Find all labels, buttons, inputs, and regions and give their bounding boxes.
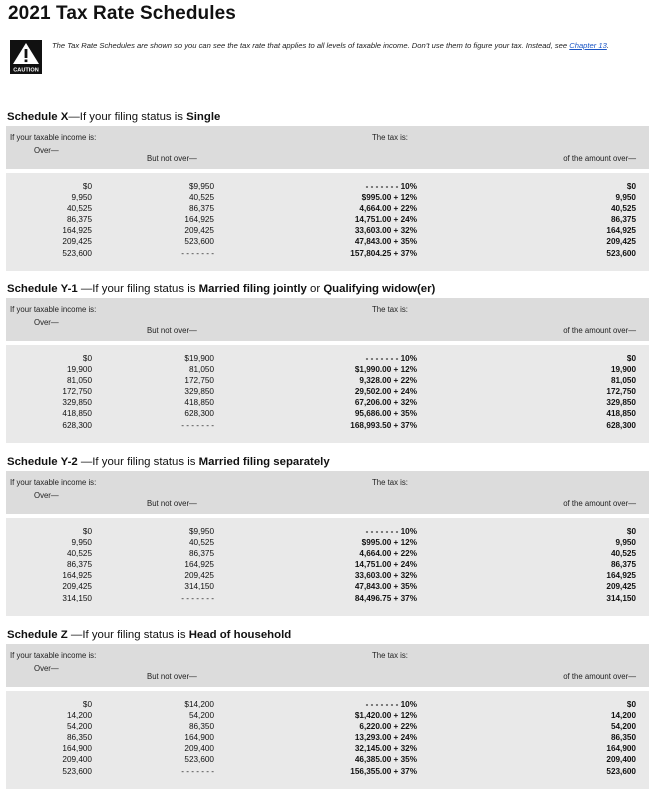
- cell-amount-over: 40,525: [610, 549, 636, 559]
- column-over: [26, 526, 92, 604]
- column-but-not-over: [151, 353, 214, 431]
- cell-over: $0: [82, 527, 92, 536]
- cell-but-not-over: 418,850: [184, 398, 214, 408]
- cell-amount-over: 86,350: [610, 733, 636, 743]
- column-but-not-over: [151, 526, 214, 604]
- column-tax: [324, 699, 417, 777]
- header-tax-is: The tax is:: [372, 478, 408, 487]
- schedule-body: [6, 691, 649, 789]
- cell-tax: - - - - - - - 10%: [365, 700, 417, 709]
- cell-amount-over: 40,525: [610, 204, 636, 214]
- cell-but-not-over: 628,300: [184, 409, 214, 419]
- cell-amount-over: 523,600: [606, 766, 636, 776]
- column-over: [26, 699, 92, 777]
- cell-over: 209,425: [62, 237, 92, 247]
- header-tax-is: The tax is:: [372, 651, 408, 660]
- cell-but-not-over: $9,950: [188, 182, 214, 191]
- cell-tax: 67,206.00 + 32%: [354, 398, 417, 408]
- schedule-body: [6, 345, 649, 443]
- schedule-header: [6, 644, 649, 687]
- cell-over: 81,050: [66, 376, 92, 386]
- cell-but-not-over: 40,525: [188, 538, 214, 548]
- cell-over: 9,950: [71, 538, 92, 548]
- caution-period: .: [606, 41, 609, 50]
- cell-amount-over: 209,425: [606, 582, 636, 592]
- cell-over: 418,850: [62, 409, 92, 419]
- cell-tax: 168,993.50 + 37%: [350, 420, 417, 430]
- cell-amount-over: 172,750: [606, 387, 636, 397]
- schedule-y1: [6, 280, 649, 443]
- cell-amount-over: 19,900: [610, 365, 636, 375]
- cell-but-not-over: $19,900: [184, 354, 214, 363]
- cell-amount-over: 9,950: [615, 193, 636, 203]
- column-over: [26, 181, 92, 259]
- cell-tax: 84,496.75 + 37%: [354, 593, 417, 603]
- header-over: Over—: [34, 664, 59, 673]
- header-if-income: If your taxable income is:: [10, 305, 97, 314]
- cell-but-not-over: 172,750: [184, 376, 214, 386]
- cell-but-not-over: - - - - - - -: [181, 248, 214, 258]
- page-title: 2021 Tax Rate Schedules: [8, 3, 236, 24]
- cell-but-not-over: $14,200: [184, 700, 214, 709]
- column-amount-over: [566, 181, 636, 259]
- cell-tax: 29,502.00 + 24%: [354, 387, 417, 397]
- header-over: Over—: [34, 318, 59, 327]
- cell-but-not-over: 164,925: [184, 215, 214, 225]
- schedule-z: [6, 626, 649, 789]
- schedule-header: [6, 298, 649, 341]
- schedule-y2: [6, 453, 649, 616]
- header-tax-is: The tax is:: [372, 133, 408, 142]
- schedule-body: [6, 518, 649, 616]
- cell-tax: 47,843.00 + 35%: [354, 237, 417, 247]
- cell-tax: 4,664.00 + 22%: [359, 204, 417, 214]
- cell-but-not-over: 164,900: [184, 733, 214, 743]
- column-but-not-over: [151, 699, 214, 777]
- cell-tax: $1,990.00 + 12%: [354, 365, 417, 375]
- cell-but-not-over: 81,050: [188, 365, 214, 375]
- cell-over: 523,600: [62, 766, 92, 776]
- cell-but-not-over: 164,925: [184, 560, 214, 570]
- header-amount-over: of the amount over—: [563, 326, 636, 335]
- cell-tax: - - - - - - - 10%: [365, 354, 417, 363]
- cell-but-not-over: - - - - - - -: [181, 420, 214, 430]
- cell-over: 19,900: [66, 365, 92, 375]
- caution-label: CAUTION: [13, 67, 39, 74]
- cell-tax: $995.00 + 12%: [361, 538, 417, 548]
- cell-but-not-over: 86,375: [188, 204, 214, 214]
- schedule-body: [6, 173, 649, 271]
- cell-tax: 46,385.00 + 35%: [354, 755, 417, 765]
- cell-amount-over: 14,200: [610, 711, 636, 721]
- column-amount-over: [566, 526, 636, 604]
- cell-but-not-over: - - - - - - -: [181, 766, 214, 776]
- cell-amount-over: 329,850: [606, 398, 636, 408]
- cell-over: 164,900: [62, 744, 92, 754]
- cell-over: 40,525: [66, 204, 92, 214]
- cell-tax: $1,420.00 + 12%: [354, 711, 417, 721]
- cell-over: 54,200: [66, 722, 92, 732]
- chapter-13-link[interactable]: Chapter 13: [569, 41, 607, 50]
- schedule-title: Schedule Y-2 —If your filing status is Married filing separately: [7, 456, 330, 468]
- cell-amount-over: 209,425: [606, 237, 636, 247]
- cell-tax: 157,804.25 + 37%: [350, 248, 417, 258]
- schedule-x: [6, 108, 649, 271]
- cell-over: 329,850: [62, 398, 92, 408]
- header-if-income: If your taxable income is:: [10, 133, 97, 142]
- cell-amount-over: 523,600: [606, 248, 636, 258]
- cell-tax: 14,751.00 + 24%: [354, 215, 417, 225]
- cell-tax: - - - - - - - 10%: [365, 182, 417, 191]
- cell-tax: $995.00 + 12%: [361, 193, 417, 203]
- header-amount-over: of the amount over—: [563, 154, 636, 163]
- cell-amount-over: $0: [626, 700, 636, 709]
- header-if-income: If your taxable income is:: [10, 478, 97, 487]
- cell-tax: 13,293.00 + 24%: [354, 733, 417, 743]
- cell-amount-over: 86,375: [610, 215, 636, 225]
- column-tax: [324, 526, 417, 604]
- cell-over: 209,400: [62, 755, 92, 765]
- column-tax: [324, 181, 417, 259]
- cell-amount-over: $0: [626, 527, 636, 536]
- schedule-title: Schedule X—If your filing status is Single: [7, 111, 221, 123]
- cell-over: 86,350: [66, 733, 92, 743]
- cell-but-not-over: 314,150: [184, 582, 214, 592]
- cell-over: 314,150: [62, 593, 92, 603]
- header-over: Over—: [34, 146, 59, 155]
- cell-over: 14,200: [66, 711, 92, 721]
- cell-amount-over: 9,950: [615, 538, 636, 548]
- cell-over: $0: [82, 354, 92, 363]
- cell-amount-over: 54,200: [610, 722, 636, 732]
- cell-but-not-over: 209,425: [184, 571, 214, 581]
- cell-but-not-over: 329,850: [184, 387, 214, 397]
- cell-tax: 6,220.00 + 22%: [359, 722, 417, 732]
- header-but-not-over: But not over—: [147, 499, 197, 508]
- cell-but-not-over: 40,525: [188, 193, 214, 203]
- cell-tax: 95,686.00 + 35%: [354, 409, 417, 419]
- schedule-header: [6, 471, 649, 514]
- cell-over: 172,750: [62, 387, 92, 397]
- cell-amount-over: 164,900: [606, 744, 636, 754]
- cell-but-not-over: 86,350: [188, 722, 214, 732]
- cell-amount-over: 628,300: [606, 420, 636, 430]
- cell-amount-over: 418,850: [606, 409, 636, 419]
- header-over: Over—: [34, 491, 59, 500]
- cell-but-not-over: 523,600: [184, 237, 214, 247]
- schedule-title: Schedule Z —If your filing status is Head of household: [7, 629, 292, 641]
- header-if-income: If your taxable income is:: [10, 651, 97, 660]
- header-but-not-over: But not over—: [147, 672, 197, 681]
- header-but-not-over: But not over—: [147, 326, 197, 335]
- schedule-header: [6, 126, 649, 169]
- cell-tax: 33,603.00 + 32%: [354, 226, 417, 236]
- column-amount-over: [566, 353, 636, 431]
- cell-amount-over: 81,050: [610, 376, 636, 386]
- header-but-not-over: But not over—: [147, 154, 197, 163]
- cell-over: 9,950: [71, 193, 92, 203]
- cell-tax: 14,751.00 + 24%: [354, 560, 417, 570]
- cell-over: 209,425: [62, 582, 92, 592]
- cell-but-not-over: 209,425: [184, 226, 214, 236]
- cell-tax: 9,328.00 + 22%: [359, 376, 417, 386]
- cell-tax: - - - - - - - 10%: [365, 527, 417, 536]
- cell-over: 628,300: [62, 420, 92, 430]
- caution-note: [52, 40, 642, 51]
- column-tax: [324, 353, 417, 431]
- cell-over: 523,600: [62, 248, 92, 258]
- cell-amount-over: 86,375: [610, 560, 636, 570]
- cell-but-not-over: 209,400: [184, 744, 214, 754]
- column-amount-over: [566, 699, 636, 777]
- cell-but-not-over: 54,200: [188, 711, 214, 721]
- cell-amount-over: 164,925: [606, 226, 636, 236]
- cell-tax: 33,603.00 + 32%: [354, 571, 417, 581]
- cell-over: 86,375: [66, 560, 92, 570]
- cell-but-not-over: - - - - - - -: [181, 593, 214, 603]
- column-but-not-over: [151, 181, 214, 259]
- cell-amount-over: 164,925: [606, 571, 636, 581]
- caution-text: The Tax Rate Schedules are shown so you can see the tax rate that applies to all levels of taxable income. Don’t use them to figure your tax. Instead, see: [52, 41, 568, 50]
- schedule-title: Schedule Y-1 —If your filing status is Married filing jointly or Qualifying widow(er): [7, 283, 436, 295]
- cell-but-not-over: $9,950: [188, 527, 214, 536]
- column-over: [26, 353, 92, 431]
- cell-amount-over: $0: [626, 182, 636, 191]
- cell-tax: 156,355.00 + 37%: [350, 766, 417, 776]
- cell-over: 164,925: [62, 571, 92, 581]
- cell-amount-over: $0: [626, 354, 636, 363]
- cell-tax: 47,843.00 + 35%: [354, 582, 417, 592]
- cell-over: 40,525: [66, 549, 92, 559]
- cell-amount-over: 209,400: [606, 755, 636, 765]
- header-tax-is: The tax is:: [372, 305, 408, 314]
- cell-over: 86,375: [66, 215, 92, 225]
- cell-over: 164,925: [62, 226, 92, 236]
- cell-tax: 32,145.00 + 32%: [354, 744, 417, 754]
- header-amount-over: of the amount over—: [563, 499, 636, 508]
- cell-but-not-over: 86,375: [188, 549, 214, 559]
- cell-but-not-over: 523,600: [184, 755, 214, 765]
- cell-over: $0: [82, 182, 92, 191]
- cell-tax: 4,664.00 + 22%: [359, 549, 417, 559]
- cell-over: $0: [82, 700, 92, 709]
- cell-amount-over: 314,150: [606, 593, 636, 603]
- caution-icon: [10, 40, 42, 74]
- header-amount-over: of the amount over—: [563, 672, 636, 681]
